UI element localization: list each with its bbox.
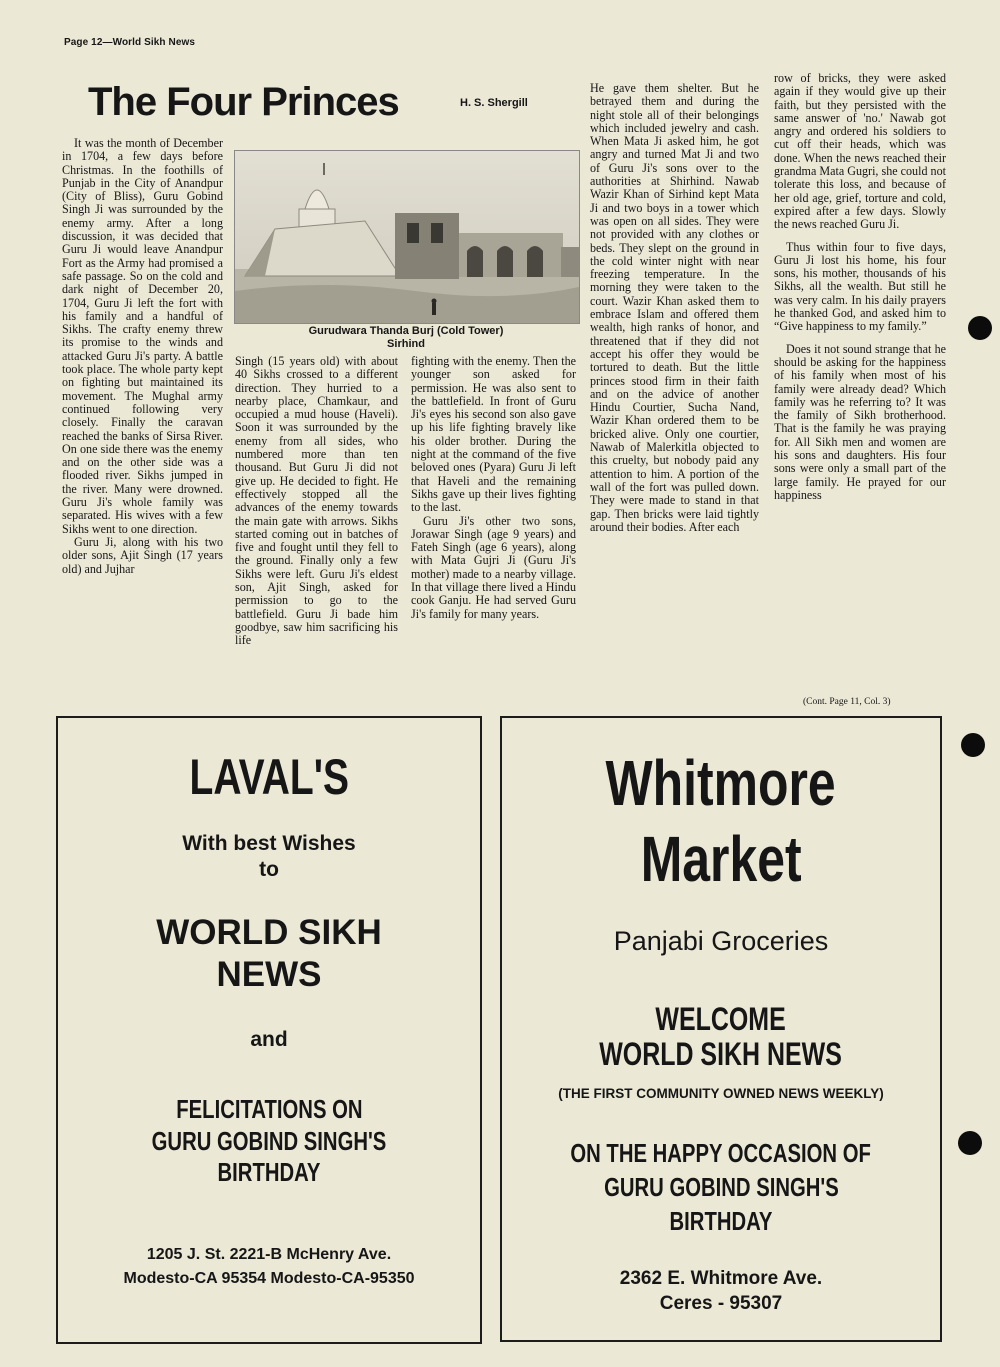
- whitmore-ad-address: 2362 E. Whitmore Ave.: [619, 1268, 823, 1289]
- gurudwara-photo: [234, 150, 580, 324]
- gurudwara-photo-image: [235, 151, 579, 323]
- lavals-ad-name: LAVAL'S: [189, 749, 349, 805]
- photo-caption-line: Gurudwara Thanda Burj (Cold Tower): [308, 325, 504, 337]
- page-folio: Page 12—World Sikh News: [64, 37, 196, 48]
- binder-hole: [958, 1131, 982, 1155]
- article-paragraph: Does it not sound strange that he should be asking for the happiness of his family when most of his family were already dead? Which family was he referring to? It was the family of Sikh brotherhood. That is the family he was praying for. All Sikh men and women are his sons and daughters. His four sons were only a small part of the large family. He prayed for our happiness: [774, 341, 946, 502]
- whitmore-ad-line: WORLD SIKH NEWS: [599, 1036, 843, 1072]
- article-paragraph: Singh (15 years old) with about 40 Sikhs crossed to a different direction. They hurried to a nearby place, Chamkaur, and occupied a mud house (Haveli). Soon it was surrounded by the enemy from all sides, who numbered more than ten thousand. But Guru Ji did not give up. He decided to fight. He effectively stopped all the advances of the enemy towards the main gate with arrows. Sikhs started coming out in batches of five and fought until they fell to the ground. Finally only a few Sikhs were left. Guru Ji's eldest son, Ajit Singh, asked for permission to go to the battlefield. Guru Ji bade him goodbye, saw him sacrificing his life: [235, 355, 398, 648]
- article-paragraph: It was the month of December in 1704, a few days before Christmas. In the foothills of Punjab in the City of Anandpur (City of Bliss), Guru Gobind Singh Ji was surrounded by the enemy army. After a long discussion, it was decided that Guru Ji would leave Anandpur Fort as the Army had promised a safe passage. So on the cold and dark night of December 20, 1704, Guru Ji left the fort with his family and a handful of Sikhs. The crafty enemy threw its promise to the winds and attacked Guru Ji's party. A battle took place. The whole party kept on fighting but maintained its movement. The Mughal army continued following very closely. Finally the caravan reached the banks of Sirsa River. On one side there was the enemy and on the other side was a flooded river. Sikhs jumped in the river. Many were drowned. Guru Ji's whole family was separated. His wives with a few Sikhs went to one direction.: [62, 137, 223, 536]
- article-paragraph: He gave them shelter. But he betrayed them and during the night stole all of their belongings which included jewelry and cash. When Mata Ji asked him, he got angry and turned Mat Ji and two of Guru Ji's sons over to the authorities at Shirhind. Nawab Wazir Khan of Sirhind kept Mata Ji and two boys in a tower which was open on all sides. They were not provided with any clothes or beds. They slept on the ground in the cold winter night with near freezing temperature. In the morning they were taken to the court. Wazir Khan asked them to embrace Islam and offered them wealth, high ranks of honor, and threatened that if they did not accept his offer they would be tortured to death. But the little princes stood firm in their faith and on the advice of another Hindu Courtier, Sucha Nand, Wazir Khan ordered them to be bricked alive. Only one courtier, Nawab of Malerkitla objected to this cruelty, but nobody paid any attention to him. A portion of the wall of the fort was pulled down. They were made to stand in that gap. Then bricks were laid tightly around their bodies. After each: [590, 82, 759, 534]
- whitmore-market-ad: [500, 716, 942, 1342]
- lavals-ad-line: NEWS: [216, 955, 322, 994]
- lavals-ad-line: With best Wishes: [182, 832, 356, 855]
- lavals-ad-line: FELICITATIONS ON: [175, 1094, 363, 1124]
- lavals-ad-line: GURU GOBIND SINGH'S BIRTHDAY: [151, 1126, 387, 1187]
- whitmore-ad-tagline: Panjabi Groceries: [613, 926, 829, 956]
- article-headline: The Four Princes: [88, 80, 399, 124]
- whitmore-ad-line: WELCOME: [655, 1001, 787, 1037]
- whitmore-ad-line: BIRTHDAY: [669, 1206, 773, 1236]
- whitmore-ad-name: Whitmore: [605, 747, 837, 819]
- lavals-ad-address: Modesto-CA 95354 Modesto-CA-95350: [123, 1270, 415, 1287]
- lavals-ad-line: WORLD SIKH: [156, 913, 382, 952]
- continued-note: (Cont. Page 11, Col. 3): [803, 697, 891, 707]
- article-byline: H. S. Shergill: [460, 97, 528, 109]
- whitmore-ad-line: ON THE HAPPY OCCASION OF: [570, 1138, 872, 1168]
- binder-hole: [961, 733, 985, 757]
- article-column-2: [235, 355, 398, 710]
- photo-caption-line: Sirhind: [387, 338, 425, 350]
- article-column-1: [62, 137, 223, 709]
- lavals-ad-line: to: [259, 858, 279, 881]
- whitmore-ad-address: Ceres - 95307: [659, 1293, 783, 1314]
- article-paragraph: row of bricks, they were asked again if they would give up their faith, but they persisted with the same answer of 'no.' Nawab got angry and ordered his soldiers to cut off their heads, which was done. When the news reached their grandma Mata Gugri, she could not tolerate this loss, and because of her old age, grief, torture and cold, expired after a few days. Slowly the news reached Guru Ji.: [774, 72, 946, 232]
- whitmore-ad-line: GURU GOBIND SINGH'S: [603, 1172, 839, 1202]
- article-column-5: [774, 72, 946, 692]
- article-column-4: [590, 82, 759, 710]
- article-paragraph: Guru Ji, along with his two older sons, Ajit Singh (17 years old) and Jujhar: [62, 534, 223, 576]
- lavals-ad: [56, 716, 482, 1344]
- binder-hole: [968, 316, 992, 340]
- photo-caption: [234, 325, 578, 351]
- whitmore-ad-name: Market: [640, 823, 802, 895]
- article-paragraph: fighting with the enemy. Then the younger son asked for permission. He was also sent to the battlefield. In front of Guru Ji's eyes his second son also gave up his life fighting bravely like his older brother. During the night at the command of the five beloved ones (Pyara) Guru Ji left that Haveli and the remaining Sikhs gave up their lives fighting to the last.: [411, 355, 576, 515]
- article-paragraph: Guru Ji's other two sons, Jorawar Singh (age 9 years) and Fateh Singh (age 6 years), along with Mata Gujri Ji (Guru Ji's mother) made to a nearby village. In that village there lived a Hindu cook Ganju. He had served Guru Ji's family for many years.: [411, 513, 576, 621]
- whitmore-ad-line: (THE FIRST COMMUNITY OWNED NEWS WEEKLY): [558, 1086, 884, 1101]
- lavals-ad-address: 1205 J. St. 2221-B McHenry Ave.: [146, 1246, 392, 1263]
- lavals-ad-line: and: [250, 1028, 288, 1051]
- article-column-3: [411, 355, 576, 710]
- article-paragraph: Thus within four to five days, Guru Ji lost his home, his four sons, his mother, thousands of his Sikhs, all the wealth. But still he was very calm. In his daily prayers he thanked God, and asked him to “Give happiness to my family.”: [774, 239, 946, 334]
